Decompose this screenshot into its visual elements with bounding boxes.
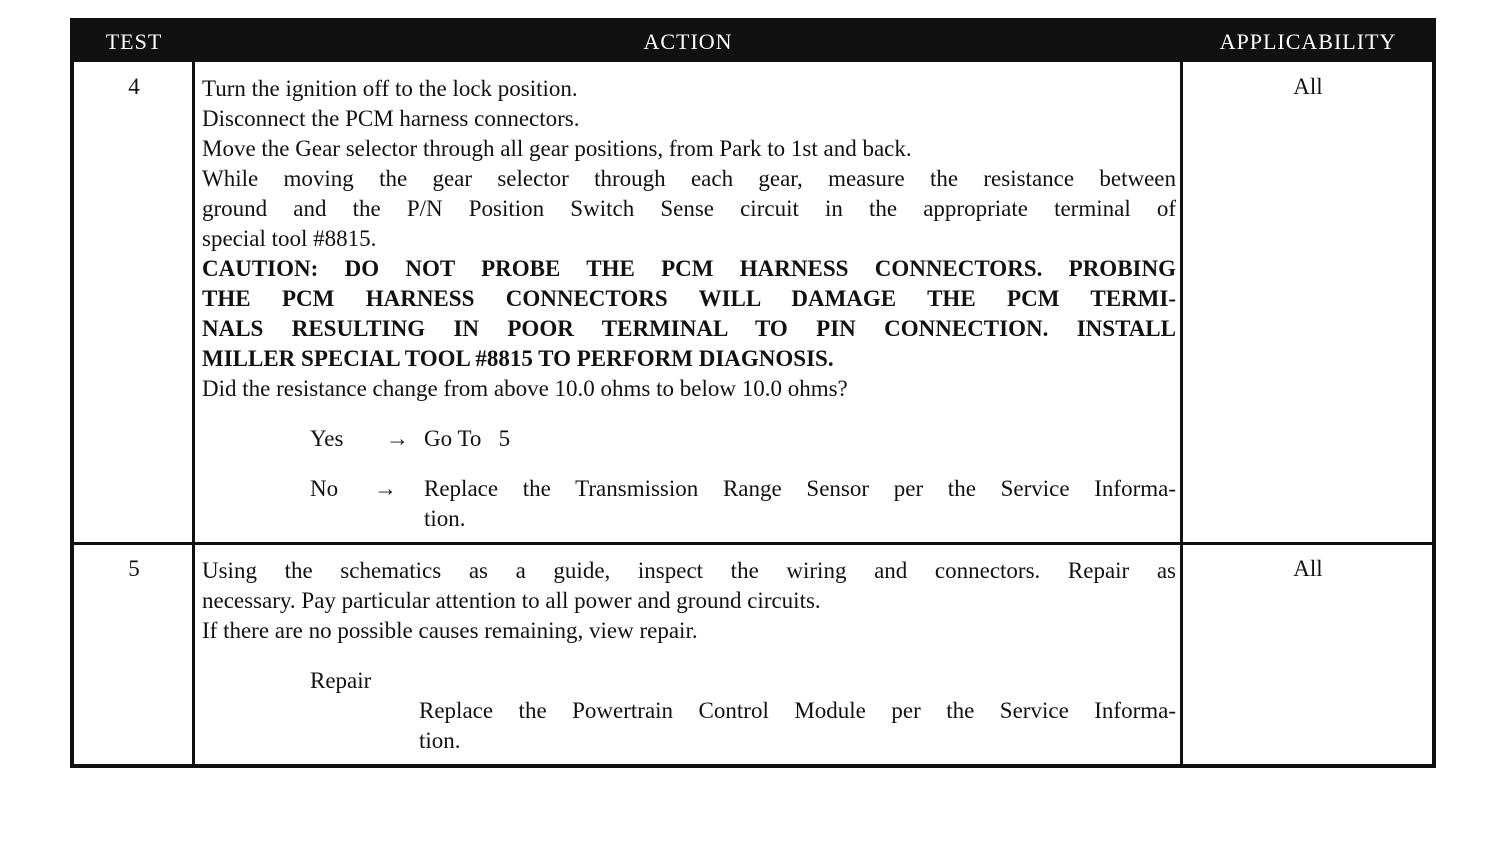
action-line: necessary. Pay particular attention to all power and ground circuits. <box>202 588 821 613</box>
row-4-action <box>202 74 1176 404</box>
yes-label: Yes <box>310 426 344 451</box>
action-line: Disconnect the PCM harness connectors. <box>202 106 580 131</box>
header-applicability: APPLICABILITY <box>1219 29 1397 54</box>
caution-line: THE PCM HARNESS CONNECTORS WILL DAMAGE THE PCM TERMI- <box>202 286 1176 311</box>
no-action <box>424 474 1176 534</box>
row-5-test-number: 5 <box>128 556 140 581</box>
row-4-applicability: All <box>1293 74 1323 99</box>
table-header <box>74 22 1432 62</box>
action-line: While moving the gear selector through each gear, measure the resistance between <box>202 166 1176 191</box>
row-divider <box>74 542 1432 545</box>
action-line: Using the schematics as a guide, inspect the wiring and connectors. Repair as <box>202 558 1176 583</box>
action-line: If there are no possible causes remaining, view repair. <box>202 618 698 643</box>
action-line: ground and the P/N Position Switch Sense circuit in the appropriate terminal of <box>202 196 1176 221</box>
header-test: TEST <box>105 29 163 54</box>
no-label: No <box>310 476 339 501</box>
repair-action <box>419 696 1176 756</box>
action-line: special tool #8815. <box>202 226 377 251</box>
header-action: ACTION <box>643 29 733 54</box>
repair-label: Repair <box>310 668 372 693</box>
no-action-line: Replace the Transmission Range Sensor per the Service Informa- <box>424 476 1176 501</box>
column-divider <box>1180 62 1183 764</box>
repair-action-line: Replace the Powertrain Control Module per the Service Informa- <box>419 698 1176 723</box>
yes-action: Go To 5 <box>424 426 511 451</box>
right-arrow-icon: → <box>374 476 397 501</box>
row-5-applicability: All <box>1293 556 1323 581</box>
action-line: Turn the ignition off to the lock position. <box>202 76 578 101</box>
question-line: Did the resistance change from above 10.0 ohms to below 10.0 ohms? <box>202 376 848 401</box>
right-arrow-icon: → <box>386 426 409 451</box>
diagnostic-table <box>70 18 1436 768</box>
caution-line: CAUTION: DO NOT PROBE THE PCM HARNESS CONNECTORS. PROBING <box>202 256 1176 281</box>
caution-line: NALS RESULTING IN POOR TERMINAL TO PIN CONNECTION. INSTALL <box>202 316 1176 341</box>
row-4-test-number: 4 <box>128 74 140 99</box>
row-5-action <box>202 556 1176 646</box>
caution-line: MILLER SPECIAL TOOL #8815 TO PERFORM DIAGNOSIS. <box>202 346 834 371</box>
action-line: Move the Gear selector through all gear positions, from Park to 1st and back. <box>202 136 912 161</box>
column-divider <box>192 62 195 764</box>
no-action-line: tion. <box>424 506 466 531</box>
repair-action-line: tion. <box>419 728 461 753</box>
